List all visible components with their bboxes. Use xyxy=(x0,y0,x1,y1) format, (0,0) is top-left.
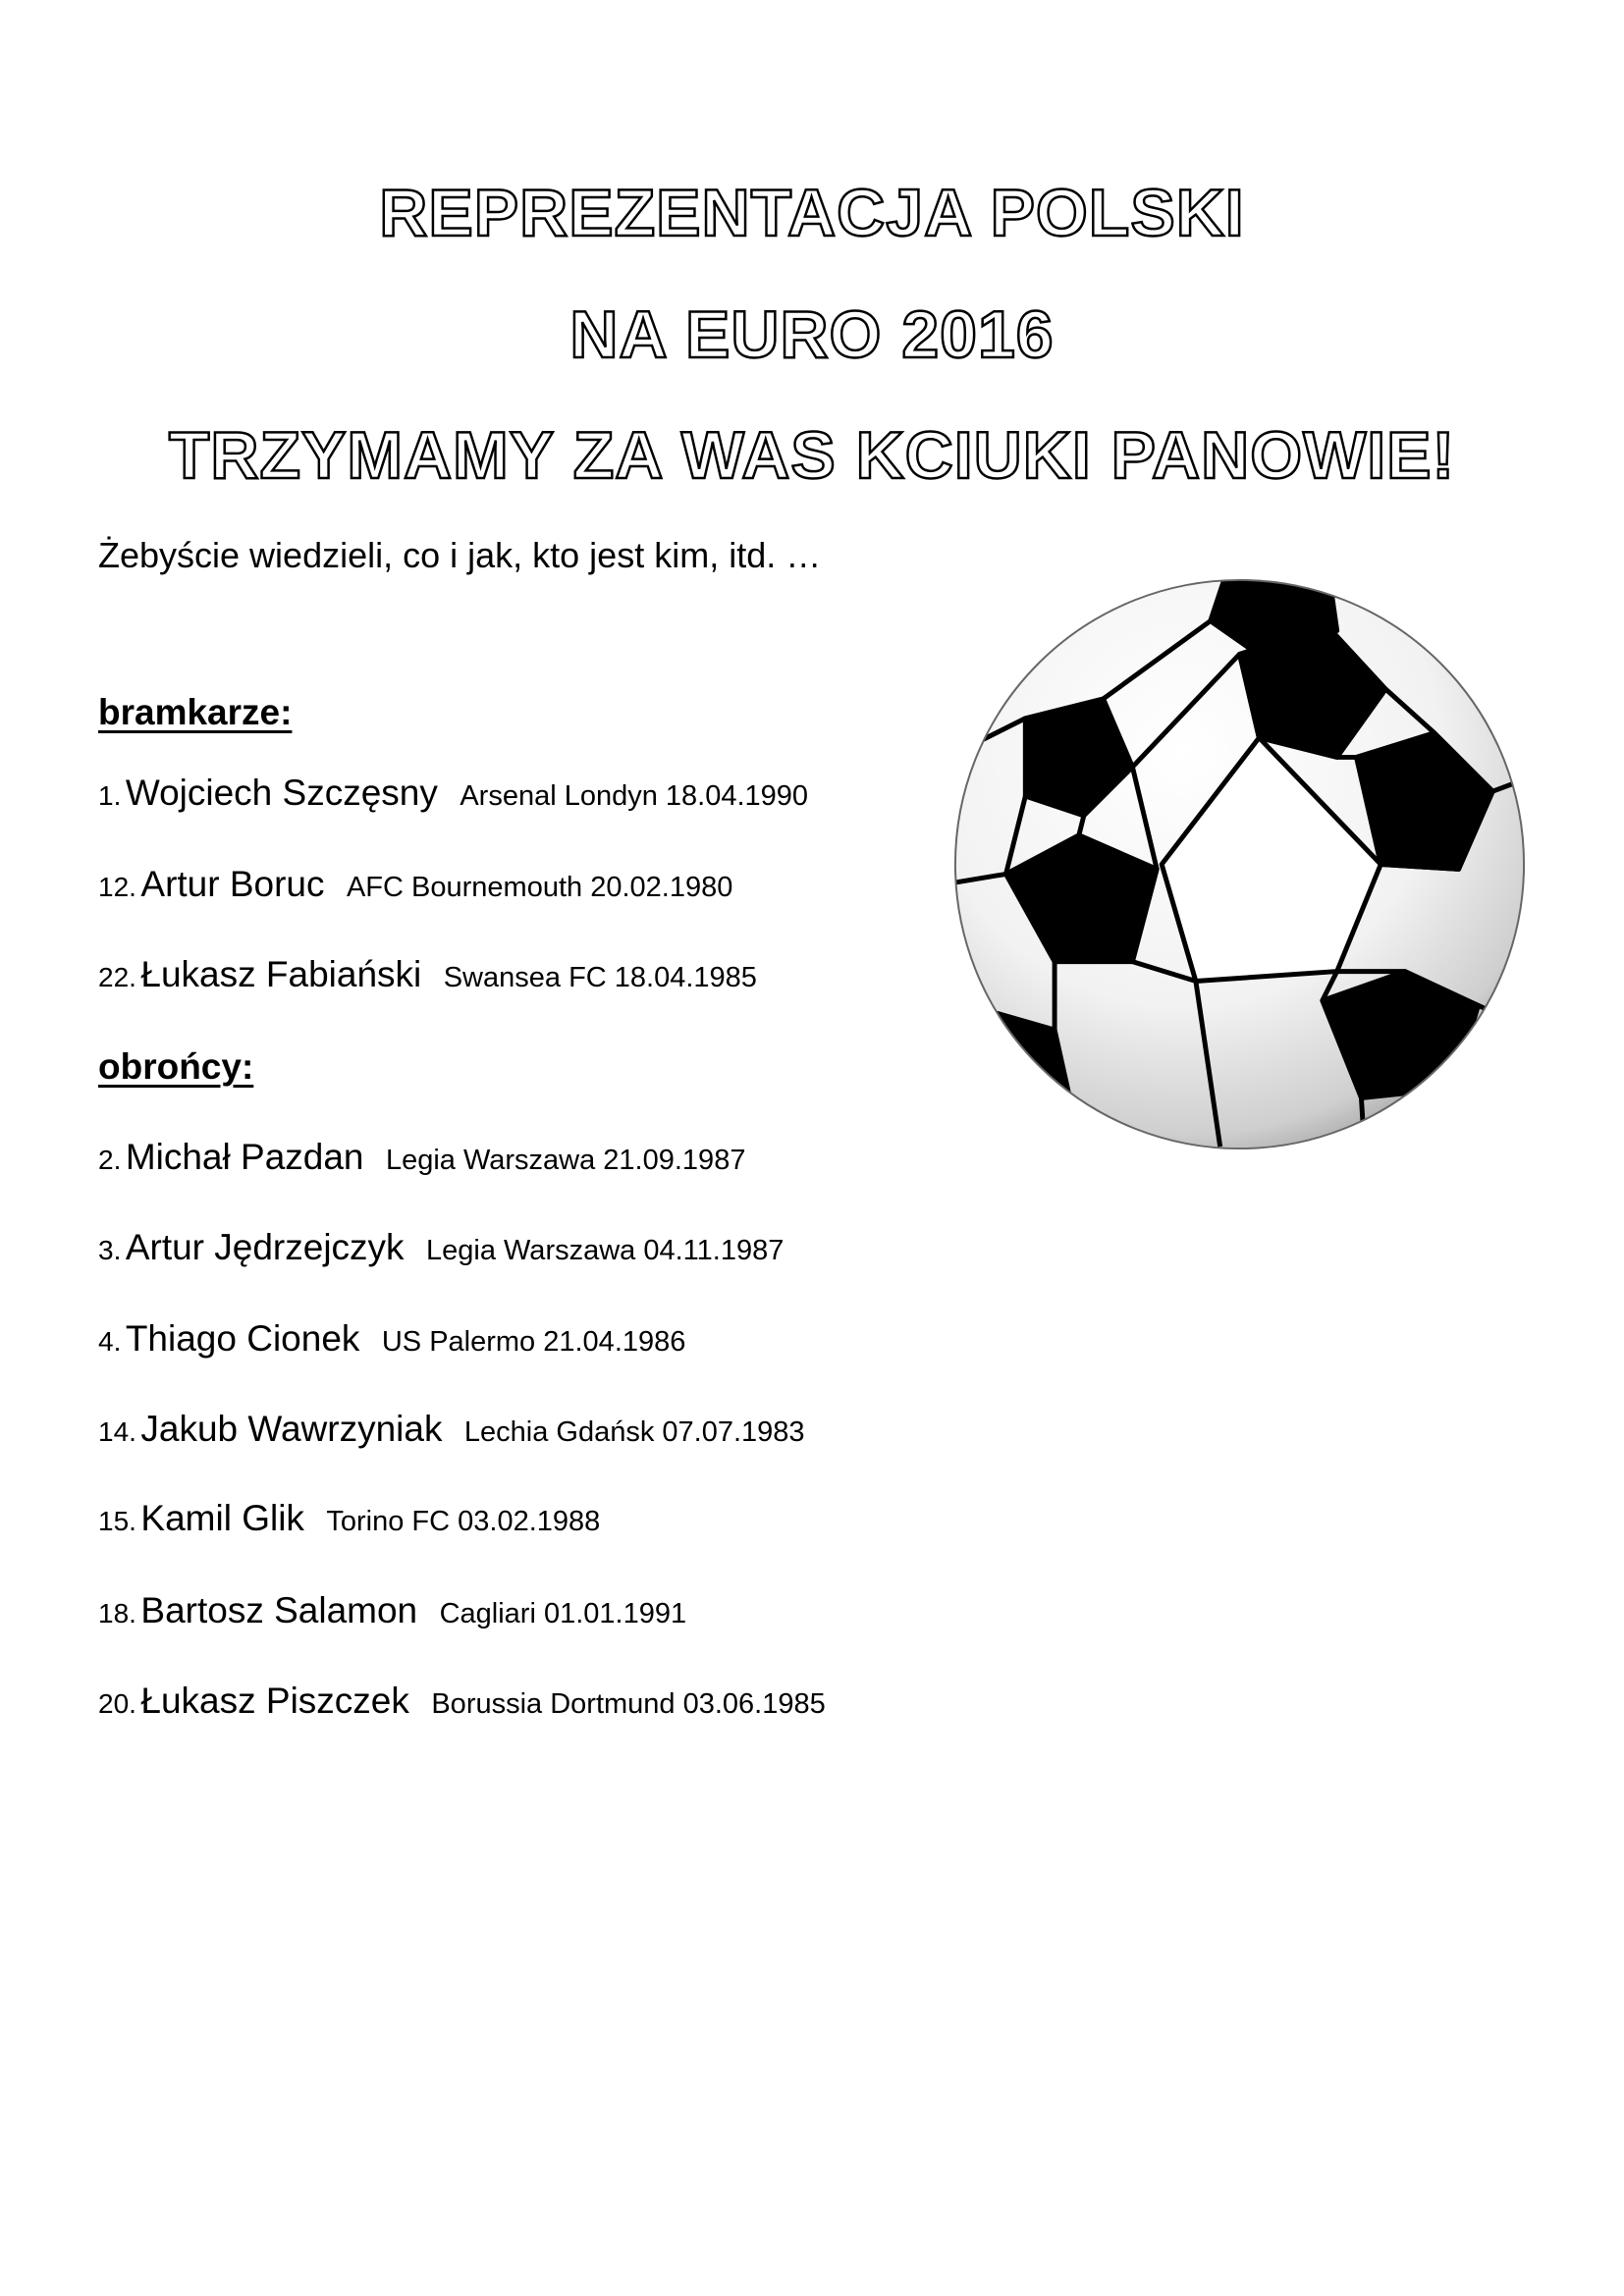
player-name: Michał Pazdan xyxy=(125,1137,364,1177)
player-name: Wojciech Szczęsny xyxy=(125,773,438,813)
player-row xyxy=(98,1500,600,1536)
player-row xyxy=(98,1320,685,1357)
player-number: 15. xyxy=(98,1506,136,1536)
player-row xyxy=(98,1682,826,1719)
player-row xyxy=(98,866,732,902)
player-club-birthdate: Arsenal Londyn 18.04.1990 xyxy=(460,780,809,812)
player-number: 1. xyxy=(98,780,122,811)
player-number: 20. xyxy=(98,1688,136,1719)
player-name: Kamil Glik xyxy=(140,1498,304,1538)
player-name: Artur Jędrzejczyk xyxy=(125,1227,405,1267)
player-name: Artur Boruc xyxy=(140,864,325,904)
player-club-birthdate: US Palermo 21.04.1986 xyxy=(381,1326,686,1358)
player-club-birthdate: Lechia Gdańsk 07.07.1983 xyxy=(463,1416,805,1448)
player-number: 22. xyxy=(98,962,136,992)
player-row xyxy=(98,1229,784,1265)
player-number: 3. xyxy=(98,1235,122,1265)
player-club-birthdate: Swansea FC 18.04.1985 xyxy=(443,962,757,993)
title-line-2: NA EURO 2016 xyxy=(569,297,1055,372)
player-row xyxy=(98,1411,805,1447)
soccer-ball-icon xyxy=(947,572,1532,1156)
player-club-birthdate: Legia Warszawa 21.09.1987 xyxy=(385,1145,746,1176)
player-club-birthdate: AFC Bournemouth 20.02.1980 xyxy=(346,872,733,903)
player-number: 18. xyxy=(98,1598,136,1629)
player-club-birthdate: Cagliari 01.01.1991 xyxy=(439,1598,687,1629)
player-club-birthdate: Legia Warszawa 04.11.1987 xyxy=(426,1235,785,1266)
player-club-birthdate: Borussia Dortmund 03.06.1985 xyxy=(431,1688,826,1720)
player-number: 14. xyxy=(98,1416,136,1447)
intro-text: Żebyście wiedzieli, co i jak, kto jest kim, itd. … xyxy=(98,535,822,575)
title-line-1: REPREZENTACJA POLSKI xyxy=(379,176,1245,250)
player-name: Łukasz Fabiański xyxy=(140,954,422,994)
player-club-birthdate: Torino FC 03.02.1988 xyxy=(326,1506,601,1537)
player-row xyxy=(98,956,757,992)
player-number: 2. xyxy=(98,1145,122,1175)
player-row xyxy=(98,1139,745,1175)
goalkeepers-heading: bramkarze: xyxy=(98,692,293,732)
player-row xyxy=(98,774,808,811)
player-name: Jakub Wawrzyniak xyxy=(140,1409,443,1449)
player-name: Bartosz Salamon xyxy=(140,1590,418,1630)
player-row xyxy=(98,1592,686,1629)
player-name: Łukasz Piszczek xyxy=(140,1681,409,1721)
player-number: 4. xyxy=(98,1326,122,1357)
player-name: Thiago Cionek xyxy=(125,1318,360,1359)
title-line-3: TRZYMAMY ZA WAS KCIUKI PANOWIE! xyxy=(168,418,1456,493)
player-number: 12. xyxy=(98,872,136,902)
defenders-heading: obrońcy: xyxy=(98,1046,254,1087)
